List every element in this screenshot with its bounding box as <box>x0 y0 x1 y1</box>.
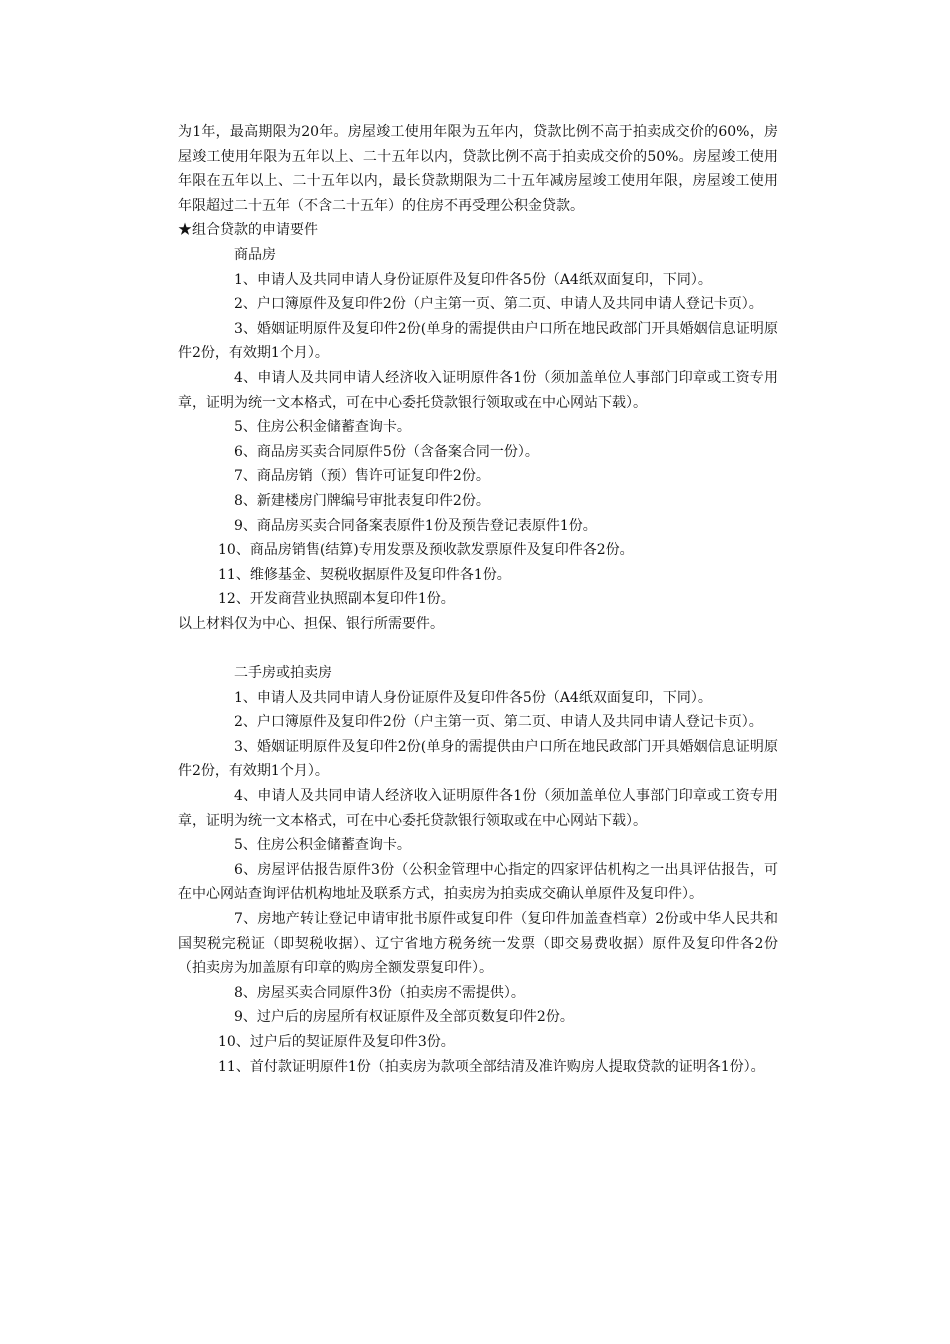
list-item: 8、新建楼房门牌编号审批表复印件2份。 <box>234 492 490 509</box>
list-item: 5、住房公积金储蓄查询卡。 <box>234 419 411 436</box>
list-item: 9、商品房买卖合同备案表原件1份及预告登记表原件1份。 <box>234 517 597 534</box>
commercial-note: 以上材料仅为中心、担保、银行所需要件。 <box>178 615 444 632</box>
list-item: 6、商品房买卖合同原件5份（含备案合同一份）。 <box>234 443 539 460</box>
list-item: 2、户口簿原件及复印件2份（户主第一页、第二页、申请人及共同申请人登记卡页）。 <box>234 714 763 731</box>
list-item: 4、申请人及共同申请人经济收入证明原件各1份（须加盖单位人事部门印章或工资专用章，证明为统一文本格式，可在中心委托贷款银行领取或在中心网站下载）。 <box>178 369 778 411</box>
list-item: 8、房屋买卖合同原件3份（拍卖房不需提供）。 <box>234 984 525 1001</box>
list-item: 7、房地产转让登记申请审批书原件或复印件（复印件加盖查档章）2份或中华人民共和国契税完税证（即契税收据）、辽宁省地方税务统一发票（即交易费收据）原件及复印件各2份（拍卖房为加盖原有印章的购房全额发票复印件）。 <box>178 911 778 977</box>
commercial-section <box>178 243 778 637</box>
section-title: ★组合贷款的申请要件 <box>178 222 318 239</box>
list-item: 3、婚姻证明原件及复印件2份(单身的需提供由户口所在地民政部门开具婚姻信息证明原件2份，有效期1个月）。 <box>178 320 778 362</box>
list-item: 4、申请人及共同申请人经济收入证明原件各1份（须加盖单位人事部门印章或工资专用章，证明为统一文本格式，可在中心委托贷款银行领取或在中心网站下载）。 <box>178 788 778 829</box>
list-item: 9、过户后的房屋所有权证原件及全部页数复印件2份。 <box>234 1009 574 1026</box>
list-item: 5、住房公积金储蓄查询卡。 <box>234 837 411 854</box>
list-item: 11、首付款证明原件1份（拍卖房为款项全部结清及准许购房人提取贷款的证明各1份）。 <box>218 1058 765 1075</box>
list-item: 3、婚姻证明原件及复印件2份(单身的需提供由户口所在地民政部门开具婚姻信息证明原件2份，有效期1个月）。 <box>178 738 778 780</box>
document-page <box>178 120 778 1079</box>
list-item: 10、过户后的契证原件及复印件3份。 <box>218 1033 455 1050</box>
list-item: 10、商品房销售(结算)专用发票及预收款发票原件及复印件各2份。 <box>218 542 634 559</box>
list-item: 6、房屋评估报告原件3份（公积金管理中心指定的四家评估机构之一出具评估报告，可在中心网站查询评估机构地址及联系方式，拍卖房为拍卖成交确认单原件及复印件）。 <box>178 861 778 903</box>
list-item: 7、商品房销（预）售许可证复印件2份。 <box>234 468 490 485</box>
list-item: 11、维修基金、契税收据原件及复印件各1份。 <box>218 566 511 583</box>
list-item: 2、户口簿原件及复印件2份（户主第一页、第二页、申请人及共同申请人登记卡页）。 <box>234 296 763 313</box>
list-item: 12、开发商营业执照副本复印件1份。 <box>218 591 455 608</box>
commercial-heading: 商品房 <box>234 246 276 263</box>
intro-paragraph: 为1年，最高期限为20年。房屋竣工使用年限为五年内，贷款比例不高于拍卖成交价的60%，房屋竣工使用年限为五年以上、二十五年以内，贷款比例不高于拍卖成交价的50%。房屋竣工使用年限在五年以上、二十五年以内，最长贷款期限为二十五年减房屋竣工使用年限，房屋竣工使用年限超过二十五年（不含二十五年）的住房不再受理公积金贷款。 <box>178 124 778 214</box>
secondhand-heading: 二手房或拍卖房 <box>234 665 332 682</box>
list-item: 1、申请人及共同申请人身份证原件及复印件各5份（A4纸双面复印，下同）。 <box>234 271 712 288</box>
secondhand-section <box>178 661 778 1079</box>
blank-line <box>178 636 778 661</box>
list-item: 1、申请人及共同申请人身份证原件及复印件各5份（A4纸双面复印，下同）。 <box>234 689 712 706</box>
